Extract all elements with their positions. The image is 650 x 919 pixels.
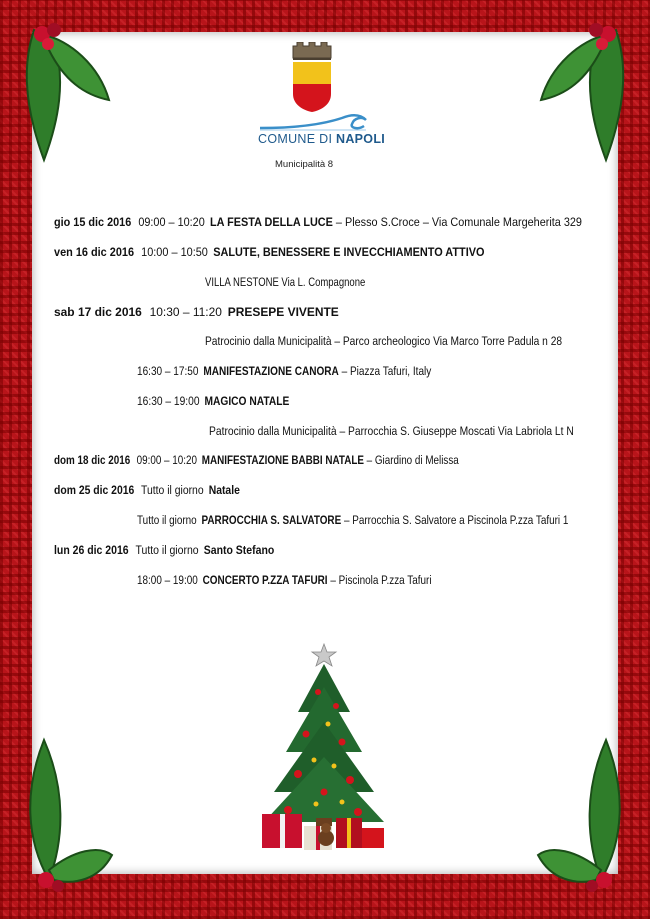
event-time: 16:30 – 17:50 <box>137 364 199 378</box>
event-time: 16:30 – 19:00 <box>137 394 200 408</box>
event-title: Santo Stefano <box>203 543 275 557</box>
event-note: Patrocinio dalla Municipalità – Parrocchia S. Giuseppe Moscati Via Labriola Lt N <box>209 424 574 438</box>
holly-bottom-left-icon <box>14 730 114 895</box>
logo-word-napoli: NAPOLI <box>336 132 386 146</box>
event-detail: – Parrocchia S. Salvatore a Piscinola P.zza Tafuri 1 <box>341 513 569 527</box>
event-time: 10:30 – 11:20 <box>149 305 222 319</box>
schedule-row <box>209 424 574 438</box>
holly-top-left-icon <box>14 10 114 170</box>
event-detail: – Giardino di Melissa <box>363 453 459 467</box>
event-title: SALUTE, BENESSERE E INVECCHIAMENTO ATTIVO <box>213 245 485 259</box>
schedule-row <box>137 364 431 378</box>
comune-wave-logo-icon <box>258 110 370 132</box>
event-time: 10:00 – 10:50 <box>141 245 208 259</box>
schedule-row <box>205 334 562 348</box>
holly-bottom-right-icon <box>536 730 636 895</box>
logo-word-comune: COMUNE DI <box>258 132 333 146</box>
municipality-subtitle: Municipalità 8 <box>275 159 334 170</box>
event-title: LA FESTA DELLA LUCE <box>210 215 333 229</box>
event-title: PRESEPE VIVENTE <box>227 305 339 319</box>
schedule-row <box>54 245 484 259</box>
event-title: Natale <box>208 483 240 497</box>
event-time: 09:00 – 10:20 <box>136 453 197 467</box>
schedule-row <box>205 275 365 289</box>
event-title: MAGICO NATALE <box>204 394 290 408</box>
event-date: dom 18 dic 2016 <box>54 453 131 467</box>
event-title: MANIFESTAZIONE BABBI NATALE <box>201 453 364 467</box>
event-detail: – Piscinola P.zza Tafuri <box>327 573 432 587</box>
event-title: PARROCCHIA S. SALVATORE <box>201 513 342 527</box>
event-detail: – Piazza Tafuri, Italy <box>338 364 432 378</box>
event-time: Tutto il giorno <box>137 513 197 527</box>
event-date: sab 17 dic 2016 <box>54 305 142 319</box>
comune-logo-text <box>258 132 386 146</box>
event-title: MANIFESTAZIONE CANORA <box>203 364 339 378</box>
schedule-row <box>54 543 274 557</box>
event-detail: – Plesso S.Croce – Via Comunale Margeherita 329 <box>332 215 582 229</box>
schedule-row <box>54 215 582 229</box>
event-date: gio 15 dic 2016 <box>54 215 132 229</box>
event-date: ven 16 dic 2016 <box>54 245 135 259</box>
schedule-row <box>54 453 459 467</box>
event-time: Tutto il giorno <box>141 483 204 497</box>
event-time: 09:00 – 10:20 <box>138 215 205 229</box>
event-date: dom 25 dic 2016 <box>54 483 135 497</box>
christmas-tree-icon <box>258 642 388 857</box>
schedule-row <box>137 394 289 408</box>
event-time: Tutto il giorno <box>135 543 199 557</box>
event-date: lun 26 dic 2016 <box>54 543 129 557</box>
napoli-crest-icon <box>287 42 337 114</box>
holly-top-right-icon <box>536 10 636 170</box>
event-time: 18:00 – 19:00 <box>137 573 198 587</box>
schedule-row <box>54 483 240 497</box>
schedule-row <box>137 573 432 587</box>
event-note: Patrocinio dalla Municipalità – Parco archeologico Via Marco Torre Padula n 28 <box>205 334 563 348</box>
event-title: CONCERTO P.ZZA TAFURI <box>202 573 328 587</box>
event-note: VILLA NESTONE Via L. Compagnone <box>205 275 366 289</box>
schedule-row <box>137 513 568 527</box>
schedule-row <box>54 305 339 319</box>
